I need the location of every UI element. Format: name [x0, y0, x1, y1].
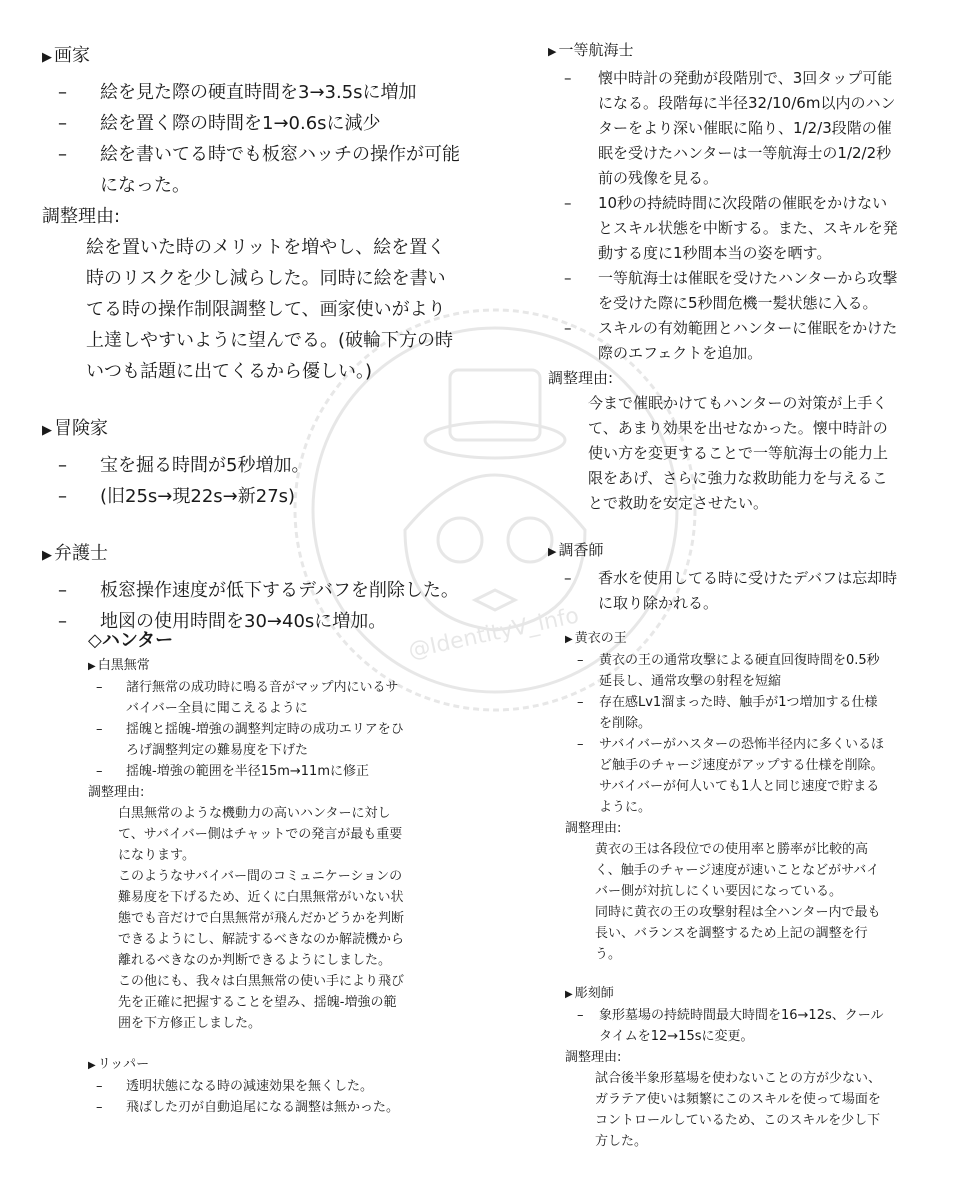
- list-item: – 象形墓場の持続時間最大時間を16→12s、クールタイムを12→15sに変更。: [577, 1005, 885, 1047]
- list-item: – 香水を使用してる時に受けたデバフは忘却時に取り除かれる。: [564, 566, 898, 616]
- list-item: – 黄衣の王の通常攻撃による硬直回復時間を0.5秒延長し、通常攻撃の射程を短縮: [577, 650, 885, 692]
- survivors-right-column: [548, 38, 898, 616]
- wu-chang-section: [88, 655, 408, 1034]
- reason-label: 調整理由:: [565, 1050, 622, 1065]
- first-officer-reason: 今まで催眠かけてもハンターの対策が上手くて、あまり効果を出せなかった。懐中時計の使い方を変更することで一等航海士の能力上限をあげ、さらに強力な救助能力を与えることで救助を安定させたい。: [588, 394, 889, 512]
- reason-paragraph: 白黒無常のような機動力の高いハンターに対して、サバイバー側はチャットでの発言が最も重要になります。: [118, 806, 403, 863]
- first-officer-changes: [548, 66, 898, 366]
- reason-paragraph: 黄衣の王は各段位での使用率と勝率が比較的高く、触手のチャージ速度が速いことなどがサバイバー側が対抗しにくい要因になっている。: [595, 842, 880, 899]
- perfumer-changes: [548, 566, 898, 616]
- list-item: – 透明状態になる時の減速効果を無くした。: [96, 1076, 408, 1097]
- ripper-changes: [88, 1076, 408, 1118]
- wu-chang-heading: ▶ 白黒無常: [88, 655, 408, 677]
- list-item: – 地図の使用時間を30→40sに増加。: [58, 606, 462, 637]
- ripper-section: [88, 1054, 408, 1118]
- hunters-left-column: [88, 630, 408, 1118]
- hastur-changes: [565, 650, 885, 818]
- perfumer-heading: ▶ 調香師: [548, 538, 898, 564]
- hastur-section: [565, 628, 885, 965]
- reason-label: 調整理由:: [548, 369, 614, 387]
- adventurer-changes: [42, 450, 462, 512]
- list-item: – 絵を見た際の硬直時間を3→3.5sに増加: [58, 77, 462, 108]
- reason-paragraph: 試合後半象形墓場を使わないことの方が少ない、ガラテア使いは頻繁にこのスキルを使って場面をコントロールしているため、このスキルを少し下方した。: [595, 1071, 882, 1149]
- hastur-reason: [565, 839, 885, 965]
- mate-section: [548, 38, 898, 516]
- sculptor-reason: [565, 1068, 885, 1152]
- list-item: – スキルの有効範囲とハンターに催眠をかけた際のエフェクトを追加。: [564, 316, 898, 366]
- reason-label: 調整理由:: [88, 785, 145, 800]
- reason-paragraph: 同時に黄衣の王の攻撃射程は全ハンター内で最も長い、バランスを調整するため上記の調整を行う。: [595, 905, 881, 962]
- hunter-section-title: ◇ハンター: [88, 630, 174, 651]
- list-item: – (旧25s→現22s→新27s): [58, 481, 462, 512]
- reason-label: 調整理由:: [42, 206, 121, 227]
- list-item: – 一等航海士は催眠を受けたハンターから攻撃を受けた際に5秒間危機一髪状態に入る。: [564, 266, 898, 316]
- sculptor-section: [565, 983, 885, 1152]
- wu-chang-changes: [88, 677, 408, 782]
- list-item: – 板窓操作速度が低下するデバフを削除した。: [58, 575, 462, 606]
- reason-paragraph: この他にも、我々は白黒無常の使い手により飛び先を正確に把握することを望み、揺魄-増強の範囲を下方修正しました。: [118, 974, 405, 1031]
- list-item: – 飛ばした刃が自動追尾になる調整は無かった。: [96, 1097, 408, 1118]
- painter-section: [42, 40, 462, 387]
- list-item: – 宝を掘る時間が5秒増加。: [58, 450, 462, 481]
- sculptor-heading: ▶ 彫刻師: [565, 983, 885, 1005]
- list-item: – 懐中時計の発動が段階別で、3回タップ可能になる。段階毎に半径32/10/6m以内のハンターをより深い催眠に陥り、1/2/3段階の催眠を受けたハンターは一等航海士の1/2/2秒前の残像を見る。: [564, 66, 898, 191]
- list-item: – 諸行無常の成功時に鳴る音がマップ内にいるサバイバー全員に聞こえるように: [96, 677, 408, 719]
- list-item: – 絵を書いてる時でも板窓ハッチの操作が可能になった。: [58, 139, 462, 201]
- hunters-right-column: [565, 628, 885, 1152]
- ripper-heading: ▶ リッパー: [88, 1054, 408, 1076]
- wu-chang-reason: [88, 803, 408, 1034]
- list-item: – サバイバーがハスターの恐怖半径内に多くいるほど触手のチャージ速度がアップする仕様を削除。サバイバーが何人いても1人と同じ速度で貯まるように。: [577, 734, 885, 818]
- adventurer-heading: ▶ 冒険家: [42, 413, 462, 446]
- perfumer-section: [548, 538, 898, 616]
- lawyer-heading: ▶ 弁護士: [42, 538, 462, 571]
- painter-heading: ▶ 画家: [42, 40, 462, 73]
- painter-changes: [42, 77, 462, 201]
- lawyer-changes: [42, 575, 462, 637]
- prospector-section: [42, 413, 462, 512]
- list-item: – 揺魄と揺魄-増強の調整判定時の成功エリアをひろげ調整判定の難易度を下げた: [96, 719, 408, 761]
- list-item: – 絵を置く際の時間を1→0.6sに減少: [58, 108, 462, 139]
- list-item: – 揺魄-増強の範囲を半径15m→11mに修正: [96, 761, 408, 782]
- lawyer-section: [42, 538, 462, 637]
- reason-paragraph: このようなサバイバー間のコミュニケーションの難易度を下げるため、近くに白黒無常がいない状態でも音だけで白黒無常が飛んだかどうかを判断できるようにし、解読するべきなのか解読機から離れるべきなのか判断できるようにしました。: [118, 869, 405, 968]
- sculptor-changes: [565, 1005, 885, 1047]
- hastur-heading: ▶ 黄衣の王: [565, 628, 885, 650]
- survivors-left-column: [42, 40, 462, 637]
- painter-reason: 絵を置いた時のメリットを増やし、絵を置く時のリスクを少し減らした。同時に絵を書いてる時の操作制限調整して、画家使いがより上達しやすいように望んでる。(破輪下方の時いつも話題に出てくるから優しい。): [86, 237, 454, 382]
- list-item: – 10秒の持続時間に次段階の催眠をかけないとスキル状態を中断する。また、スキルを発動する度に1秒間本当の姿を晒す。: [564, 191, 898, 266]
- list-item: – 存在感Lv1溜まった時、触手が1つ増加する仕様を削除。: [577, 692, 885, 734]
- first-officer-heading: ▶ 一等航海士: [548, 38, 898, 64]
- reason-label: 調整理由:: [565, 821, 622, 836]
- watermark-text: @IdentityV_info: [406, 603, 582, 664]
